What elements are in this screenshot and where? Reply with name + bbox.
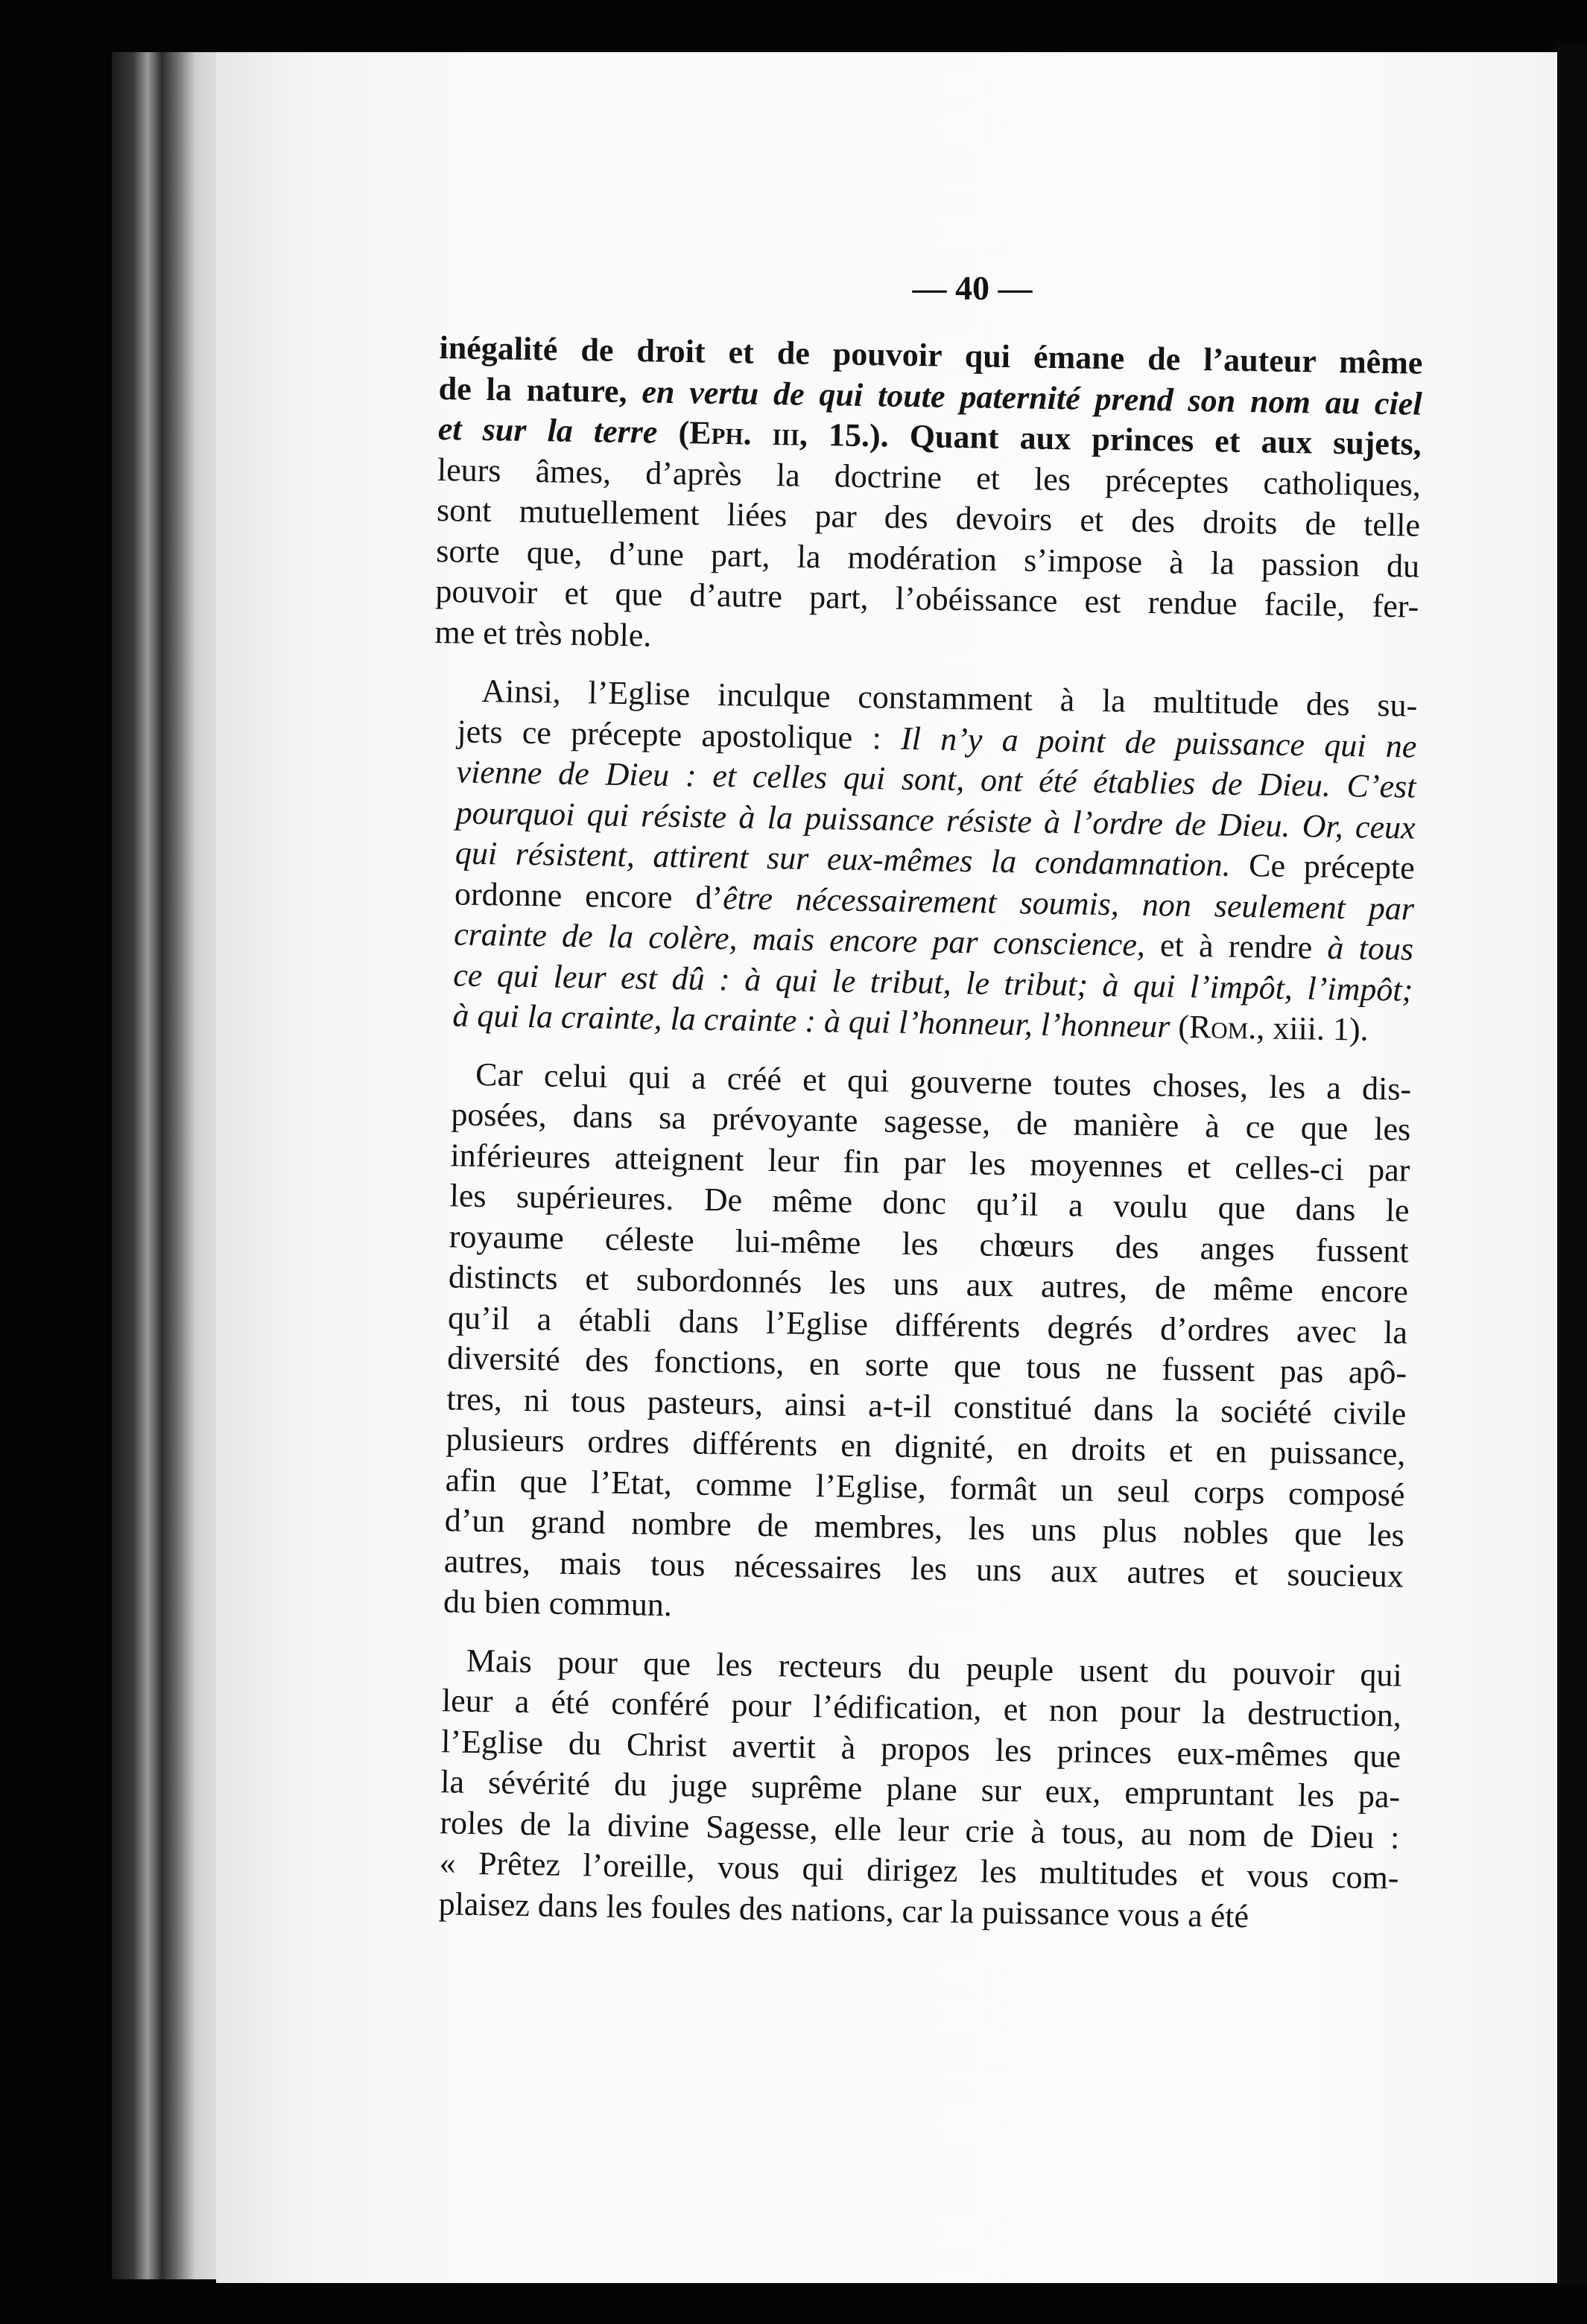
text-run: distincts et subordonnés les uns aux autres, de même encore <box>448 1258 1409 1310</box>
text-run: ce qui leur est dû : à qui le tribut, le tribut; à qui l’impôt, l’impôt; <box>452 956 1413 1009</box>
text-run: sorte que, d’une part, la modération s’impose à la passion du <box>435 532 1420 585</box>
page-number: — 40 — <box>912 269 1033 307</box>
text-run: la sévérité du juge suprême plane sur eux, empruntant les pa- <box>440 1763 1401 1815</box>
paragraph <box>419 1053 1412 1637</box>
text-run: me et très noble. <box>434 613 652 654</box>
text-run: Car celui qui a créé et qui gouverne toutes choses, les a dis- <box>475 1055 1412 1108</box>
text-run: qui résistent, attirent sur eux-mêmes la condamnation. <box>454 834 1232 883</box>
text-run: roles de la divine Sagesse, elle leur crie à tous, au nom de Dieu : <box>440 1803 1400 1855</box>
text-run: posées, dans sa prévoyante sagesse, de manière à ce que les <box>451 1096 1411 1148</box>
paragraph <box>434 328 1423 668</box>
text-run: et à rendre <box>1144 926 1328 966</box>
text-run: d’un grand nombre de membres, les uns plus nobles que les <box>444 1502 1405 1554</box>
text-run: pouvoir et que d’autre part, l’obéissance est rendue facile, fer- <box>435 572 1419 625</box>
text-run: leur a été conféré pour l’édification, et non pour la destruction, <box>441 1682 1402 1734</box>
text-run: plusieurs ordres différents en dignité, en droits et en puissance, <box>446 1420 1406 1473</box>
text-run: , xiii. 1). <box>1255 1009 1369 1048</box>
paragraph <box>428 670 1418 1051</box>
text-run: Ce précepte <box>1230 846 1416 886</box>
paragraph <box>414 1639 1402 1939</box>
scan-right-edge <box>1557 45 1587 2287</box>
text-run: Il n’y a point de puissance qui ne <box>900 720 1417 765</box>
text-run: afin que l’Etat, comme l’Eglise, formât un seul corps composé <box>445 1461 1405 1514</box>
text-run: pourquoi qui résiste à la puissance résiste à l’ordre de Dieu. Or, ceux <box>455 793 1416 846</box>
text-run: de la nature, <box>438 369 642 410</box>
text-run: diversité des fonctions, en sorte que tous ne fussent pas apô- <box>446 1339 1407 1391</box>
text-run: à tous <box>1327 929 1414 968</box>
text-run: « Prêtez l’oreille, vous qui dirigez les multitudes et vous com- <box>439 1844 1399 1896</box>
book-spine <box>112 52 231 2279</box>
body-text <box>414 328 1422 1939</box>
text-run: et sur la terre <box>437 410 658 451</box>
text-run: tres, ni tous pasteurs, ainsi a-t-il constitué dans la société civile <box>446 1380 1407 1432</box>
text-run: autres, mais tous nécessaires les uns aux autres et soucieux <box>443 1542 1404 1595</box>
text-run: ordonne encore d’ <box>454 874 723 916</box>
text-run: inégalité de droit et de pouvoir qui émane de l’auteur même <box>439 328 1423 381</box>
text-run: , 15.). Quant aux princes et aux sujets, <box>799 416 1422 463</box>
text-run: ( <box>1170 1008 1190 1045</box>
text-run: qu’il a établi dans l’Eglise différents degrés d’ordres avec la <box>447 1298 1408 1351</box>
text-run: Eph. iii <box>688 414 800 453</box>
text-run: leurs âmes, d’après la doctrine et les préceptes catholiques, <box>437 451 1422 504</box>
text-run: ( <box>657 413 690 451</box>
text-run: Ainsi, l’Eglise inculque constamment à la multitude des su- <box>481 672 1418 724</box>
text-run: du bien commun. <box>443 1583 673 1624</box>
text-run: l’Eglise du Christ avertit à propos les princes eux-mêmes que <box>440 1722 1401 1774</box>
text-run: les supérieures. De même donc qu’il a voulu que dans le <box>449 1177 1410 1229</box>
text-run: à qui la crainte, la crainte : à qui l’honneur, l’honneur <box>452 997 1171 1045</box>
text-run: sont mutuellement liées par des devoirs et des droits de telle <box>436 491 1421 544</box>
text-run: jets ce précepte apostolique : <box>457 712 902 757</box>
text-run: royaume céleste lui-même les chœurs des anges fussent <box>449 1217 1410 1270</box>
text-run: Rom. <box>1188 1008 1257 1047</box>
text-run: vienne de Dieu : et celles qui sont, ont été établies de Dieu. C’est <box>456 753 1416 805</box>
text-run: Mais pour que les recteurs du peuple usent du pouvoir qui <box>466 1642 1403 1694</box>
text-run: être nécessairement soumis, non seulement par <box>722 879 1415 927</box>
text-run: plaisez dans les foules des nations, car la puissance vous a été <box>438 1885 1249 1934</box>
text-run: crainte de la colère, mais encore par conscience, <box>453 915 1146 963</box>
text-run: en vertu de qui toute paternité prend son nom au ciel <box>642 372 1422 422</box>
text-run: inférieures atteignent leur fin par les moyennes et celles-ci par <box>450 1136 1410 1189</box>
